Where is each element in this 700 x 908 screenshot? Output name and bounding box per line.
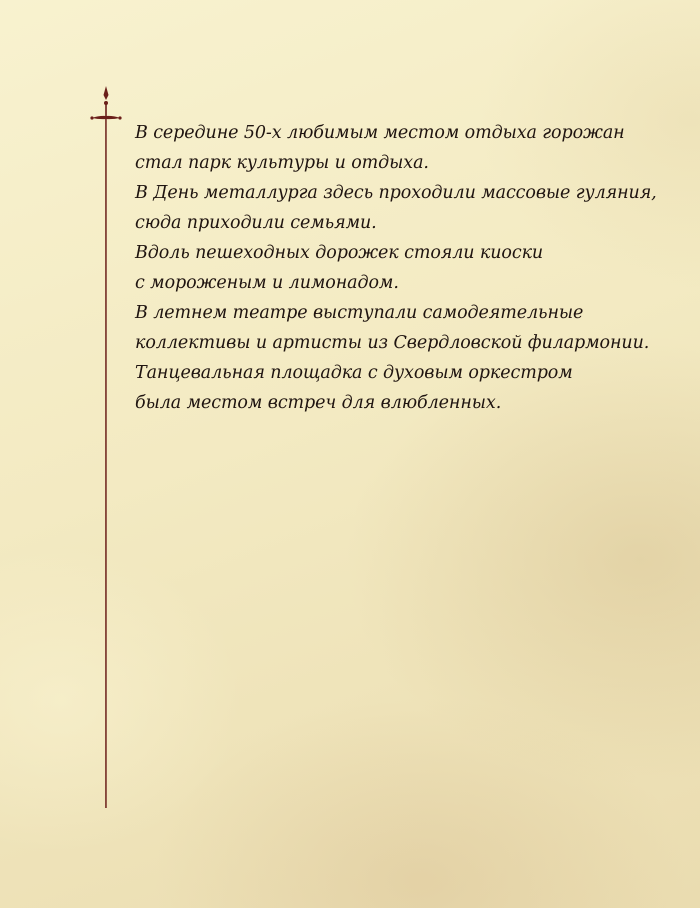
spear-divider-icon xyxy=(88,86,124,808)
text-line: Танцевальная площадка с духовым оркестром xyxy=(135,363,573,383)
text-line: с мороженым и лимонадом. xyxy=(135,273,399,293)
text-line: сюда приходили семьями. xyxy=(135,213,377,233)
text-line: В летнем театре выступали самодеятельные xyxy=(135,303,584,323)
paragraph-text xyxy=(135,118,675,418)
text-line: В середине 50-х любимым местом отдыха горожан xyxy=(135,123,625,143)
text-line: В День металлурга здесь проходили массовые гуляния, xyxy=(135,183,657,203)
text-line: стал парк культуры и отдыха. xyxy=(135,153,429,173)
text-line: коллективы и артисты из Свердловской филармонии. xyxy=(135,333,650,353)
text-line: была местом встреч для влюбленных. xyxy=(135,393,502,413)
text-line: Вдоль пешеходных дорожек стояли киоски xyxy=(135,243,544,263)
